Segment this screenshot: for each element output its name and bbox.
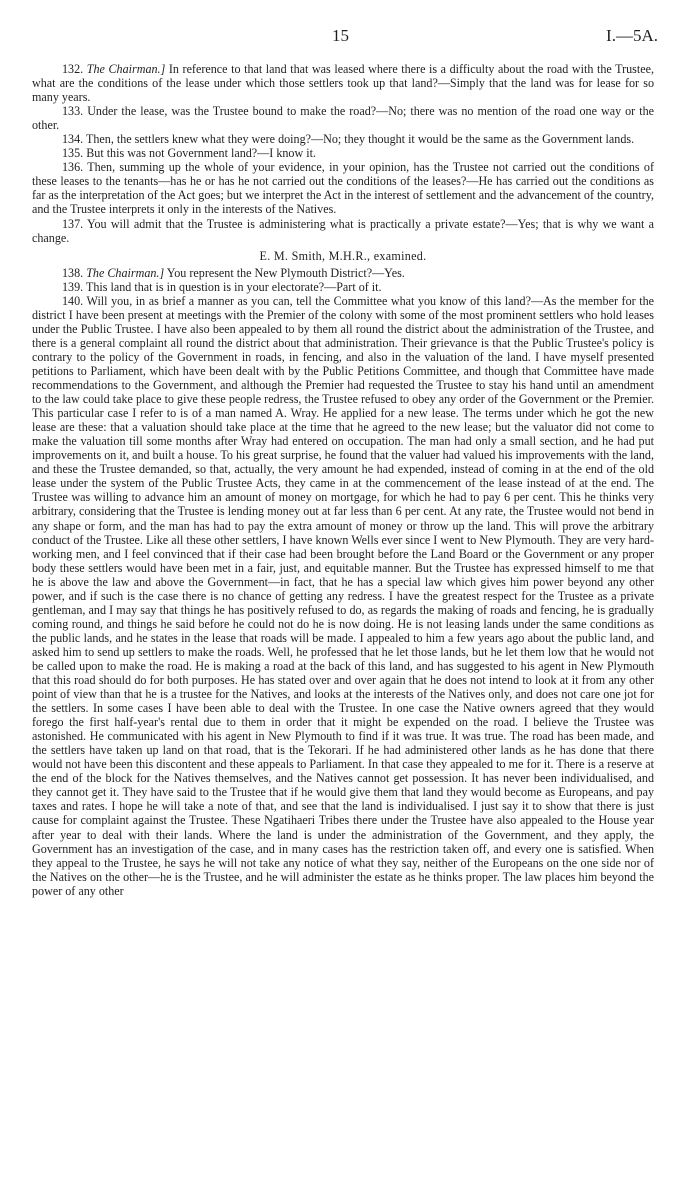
question-paragraph: [32, 160, 654, 216]
speaker-label: The Chairman.]: [86, 265, 165, 280]
document-reference: I.—5A.: [606, 26, 658, 45]
question-paragraph: [32, 217, 654, 245]
question-paragraph: [32, 266, 654, 280]
question-number: 132.: [62, 62, 84, 76]
question-number: 139.: [62, 279, 84, 294]
question-text: This land that is in question is in your electorate?—Part of it.: [85, 279, 382, 294]
question-text: Then, the settlers knew what they were doing?—No; they thought it would be the same as the Government lands.: [85, 132, 635, 147]
question-number: 138.: [62, 265, 84, 280]
question-paragraph: [32, 146, 654, 160]
question-paragraph: [32, 280, 654, 294]
question-text: You represent the New Plymouth District?—Yes.: [166, 265, 405, 280]
question-text: You will admit that the Trustee is administering what is practically a private estate?—Yes; that is why we want a change.: [32, 216, 654, 245]
question-number: 136.: [62, 160, 84, 175]
question-text: But this was not Government land?—I know it.: [86, 146, 316, 161]
question-paragraph: [32, 62, 654, 104]
question-text: In reference to that land that was leased where there is a difficulty about the road with the Trustee, what are the conditions of the lease under which those settlers took up that land?—Simply that the land was for lease for so many years.: [32, 62, 654, 105]
question-paragraph: [32, 294, 654, 898]
speaker-label: The Chairman.]: [86, 62, 166, 76]
witness-heading: E. M. Smith, M.H.R., examined.: [259, 248, 427, 263]
page-number: 15: [332, 26, 349, 45]
page-body: [32, 62, 654, 898]
page-header: [32, 26, 658, 62]
questions-after-witness: [32, 266, 654, 898]
question-number: 135.: [62, 146, 84, 161]
question-number: 137.: [62, 216, 84, 231]
question-number: 134.: [62, 132, 84, 147]
questions-before-witness: [32, 62, 654, 245]
question-text: Under the lease, was the Trustee bound to make the road?—No; there was no mention of the road one way or the other.: [32, 104, 654, 133]
question-number: 140.: [62, 293, 84, 308]
question-text: Then, summing up the whole of your evidence, in your opinion, has the Trustee not carried out the conditions of these leases to the tenants—has he or has he not carried out the conditions of the leases?—He has carried out the conditions as far as the interpretation of the Act goes; but we interpret the Act in the interest of settlement and the advancement of the country, and the Trustee interprets it only in the interests of the Natives.: [32, 160, 655, 217]
question-paragraph: [32, 104, 654, 132]
question-text: Will you, in as brief a manner as you can, tell the Committee what you know of this land?—As the member for the district I have been present at meetings with the Premier of the colony with some of the most prominent settlers who hold leases under the Public Trustee. I have also been appealed to by them all round the district about the administration of the Trustee, and there is a general complaint all round the district about that administration. Their grievance is that the Public Trustee's policy is contrary to the policy of the Government in roads, in fencing, and also in the valuation of the land. I have myself presented petitions to Parliament, which have been dealt with by the Public Petitions Committee, and though that Committee have made recommendations to the Government, and although the Premier had requested the Trustee to stay his hand until an amendment to the law could take place to give these people redress, the Trustee refused to obey any order of the Government or the Premier. This particular case I refer to is of a man named A. Wray. He applied for a new lease. The terms under which he got the new lease are these: that a valuation should take place at the time that he agreed to the new lease; but the valuator did not come to make the valuation till some months after Wray had entered on occupation. The man had only a small section, and he had put improvements on it, and built a house. To his great surprise, he found that the valuer had valued his improvements with the land, and these the Trustee demanded, so that, actually, the very amount he had expended, instead of coming in at the end of the old lease under the system of the Public Trustee Acts, they came in at the commencement of the lease instead of at the end. The Trustee was willing to advance him an amount of money on mortgage, for which he had to pay 6 per cent. This he thinks very arbitrary, considering that the Trustee is lending money out at far less than 6 per cent. At any rate, the Trustee would not bend in any shape or form, and the man has had to pay the extra amount of money or throw up the land. This will prove the arbitrary conduct of the Trustee. Like all these other settlers, I have known Wells ever since I went to New Plymouth. They are very hard-working men, and I feel convinced that if their case had been brought before the Land Board or the Government or any proper body these settlers would have been met in a fair, just, and equitable manner. But the Trustee has expressed himself to me that he is above the law and above the Government—in fact, that he has a special law which gives him power beyond any other power, and if such is the case there is no chance of getting any redress. I have the greatest respect for the Trustee as a private gentleman, and I may say that things he has positively refused to do, as regards the making of roads and fencing, he is gradually coming round, and things he said before he could not do he is now doing. He is not leasing lands under the same conditions as the public lands, and he states in the lease that roads will be made. I appealed to him a few years ago about the public land, and asked him to send up settlers to make the roads. Well, he professed that he let those lands, but he let them low that he would not be called upon to make the road. He is making a road at the back of this land, and has suggested to his agent in New Plymouth that this road should do for both purposes. He has stated over and over again that he does not intend to look at it from any other point of view than that he is a trustee for the Natives, and looks at the interests of the Natives only, and does not care one jot for the settlers. In some cases I have been able to deal with the Trustee. In one case the Native owners agreed that they would forego the first half-year's rental due to them in order that it might be expended on the road. I believe the Trustee was astonished. He communicated with his agent in New Plymouth to find if it was true. It was true. The road has been made, and the settlers have taken up land on that road, that is the Tekorari. If he had administered other lands as he has done that there would not have been this discontent and these appeals to Parliament. In that case they appealed to me for it. There is a reserve at the end of the block for the Natives themselves, and the Natives cannot get possession. It has never been individualised, and they cannot get it. They have said to the Trustee that if he would give them that land they would become as Europeans, and pay taxes and rates. I hope he will take a note of that, and see that the land is individualised. I just say it to show that there is just cause for complaint against the Trustee. These Ngatihaeri Tribes there under the Trustee have also appealed to the House year after year to deal with their lands. Where the land is under the administration of the Government, and they apply, the Government has an investigation of the case, and in many cases has the restriction taken off, and every one is satisfied. When they appeal to the Trustee, he says he will not take any notice of what they say, neither of the Europeans on the one side nor of the Natives on the other—he is the Trustee, and he will administer the estate as he thinks proper. The law places him beyond the power of any other: [32, 293, 654, 898]
question-paragraph: [32, 132, 654, 146]
question-number: 133.: [62, 104, 84, 119]
